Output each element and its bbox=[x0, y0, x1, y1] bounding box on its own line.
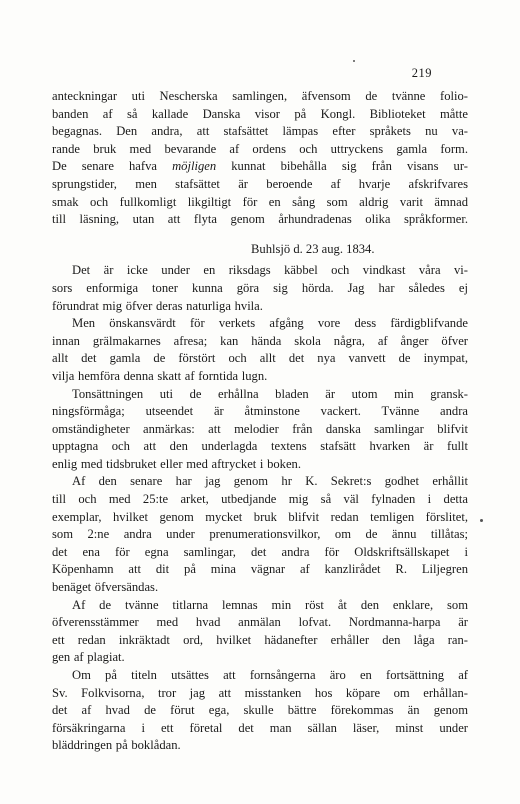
body-text bbox=[52, 88, 468, 755]
paragraph-6 bbox=[52, 597, 468, 667]
text-line: benäget öfversändas. bbox=[52, 580, 159, 595]
paragraph-7 bbox=[52, 667, 468, 755]
print-speck bbox=[353, 60, 355, 62]
text-segment: De senare hafva bbox=[52, 159, 157, 174]
text-line: ningsförmåga; utseendet är åtminstone vackert. Tvänne andra bbox=[52, 404, 468, 419]
text-line: till läsning, utan att flyta genom århundradenas olika språkformer. bbox=[52, 212, 468, 227]
page-number: 219 bbox=[411, 66, 432, 80]
text-line: Men önskansvärdt för verkets afgång vore dess färdigblifvande bbox=[72, 316, 468, 331]
text-line: exemplar, hvilket genom mycket bruk blifvit redan temligen förslitet, bbox=[52, 509, 468, 524]
emphasized-word: möjligen bbox=[172, 159, 217, 174]
text-line: allt det gamla de förstört och allt det nya vanvett de inympat, bbox=[52, 351, 468, 366]
paragraph-3 bbox=[52, 315, 468, 385]
text-line: sprungstider, men stafsättet är beroende af hvarje afskrifvares bbox=[52, 176, 468, 191]
print-speck bbox=[480, 519, 483, 522]
text-line: försäkringarna i ett företal det man sällan läser, minst under bbox=[52, 720, 468, 735]
paragraph-1 bbox=[52, 88, 468, 229]
paragraph-2 bbox=[52, 262, 468, 315]
text-line: vilja hemföra denna skatt af forntida lugn. bbox=[52, 368, 268, 383]
paragraph-5 bbox=[52, 473, 468, 596]
text-line: gen af plagiat. bbox=[52, 650, 125, 665]
text-line bbox=[52, 158, 468, 176]
text-line: det ena för egna samlingar, det andra för Oldskriftsällskapet i bbox=[52, 544, 468, 559]
text-line: smak och fullkomligt likgiltigt för en sång som aldrig varit ämnad bbox=[52, 194, 468, 209]
text-line: bläddringen på boklådan. bbox=[52, 738, 181, 753]
text-line: Sv. Folkvisorna, tror jag att misstanken hos köpare om erhållan- bbox=[52, 685, 468, 700]
text-line: förundrat mig öfver deras naturliga hvila. bbox=[52, 298, 263, 313]
text-line: rande bruk med bevarande af ordens och uttryckens gamla form. bbox=[52, 141, 468, 156]
text-line: Det är icke under en riksdags käbbel och vindkast våra vi- bbox=[72, 263, 468, 278]
text-line: sors enformiga toner kunna göra sig hörda. Jag har således ej bbox=[52, 280, 468, 295]
text-line: begagnas. Den andra, att stafsättet lämpas efter språkets nu va- bbox=[52, 124, 468, 139]
paragraph-4 bbox=[52, 386, 468, 474]
text-line: ett redan inkräktadt ord, hvilket hädanefter erhåller den låga ran- bbox=[52, 632, 468, 647]
text-line: öfverensstämmer med hvad anmälan lofvat. Nordmanna-harpa är bbox=[52, 615, 468, 630]
text-line: Tonsättningen uti de erhållna bladen är utom min gransk- bbox=[72, 386, 468, 401]
text-segment: kunnat bibehålla sig från visans ur- bbox=[231, 159, 468, 174]
text-line: till och med 25:te arket, utbedjande mig så väl fylnaden i detta bbox=[52, 492, 468, 507]
text-line: omständigheter anmärkas: att melodier från danska samlingar blifvit bbox=[52, 421, 468, 436]
text-line: Om på titeln utsättes att fornsångerna äro en fortsättning af bbox=[72, 668, 468, 682]
text-line: banden af så kallade Danska visor på Kongl. Biblioteket måtte bbox=[52, 106, 468, 121]
dateline: Buhlsjö d. 23 aug. 1834. bbox=[251, 241, 375, 256]
text-line: anteckningar uti Nescherska samlingen, äfvensom de tvänne folio- bbox=[52, 89, 468, 103]
text-line: det af hvad de förut ega, skulle bättre förekommas än genom bbox=[52, 703, 468, 718]
text-line: upptagna och att den underlagda textens stafsätt hvarken är fullt bbox=[52, 439, 468, 454]
text-line: innan grälmakarnes afresa; kan hända skola några, af ånger öfver bbox=[52, 333, 468, 348]
text-line: som 2:ne andra under prenumerationsvilkor, om de ännu tillåtas; bbox=[52, 527, 468, 542]
text-line: Köpenhamn att dit på mina vägnar af kanzlirådet R. Liljegren bbox=[52, 562, 468, 577]
text-line: Af de tvänne titlarna lemnas min röst åt den enklare, som bbox=[72, 597, 468, 612]
text-line: enlig med tidsbruket eller med aftrycket i boken. bbox=[52, 456, 301, 471]
text-line: Af den senare har jag genom hr K. Sekret:s godhet erhållit bbox=[72, 474, 468, 489]
